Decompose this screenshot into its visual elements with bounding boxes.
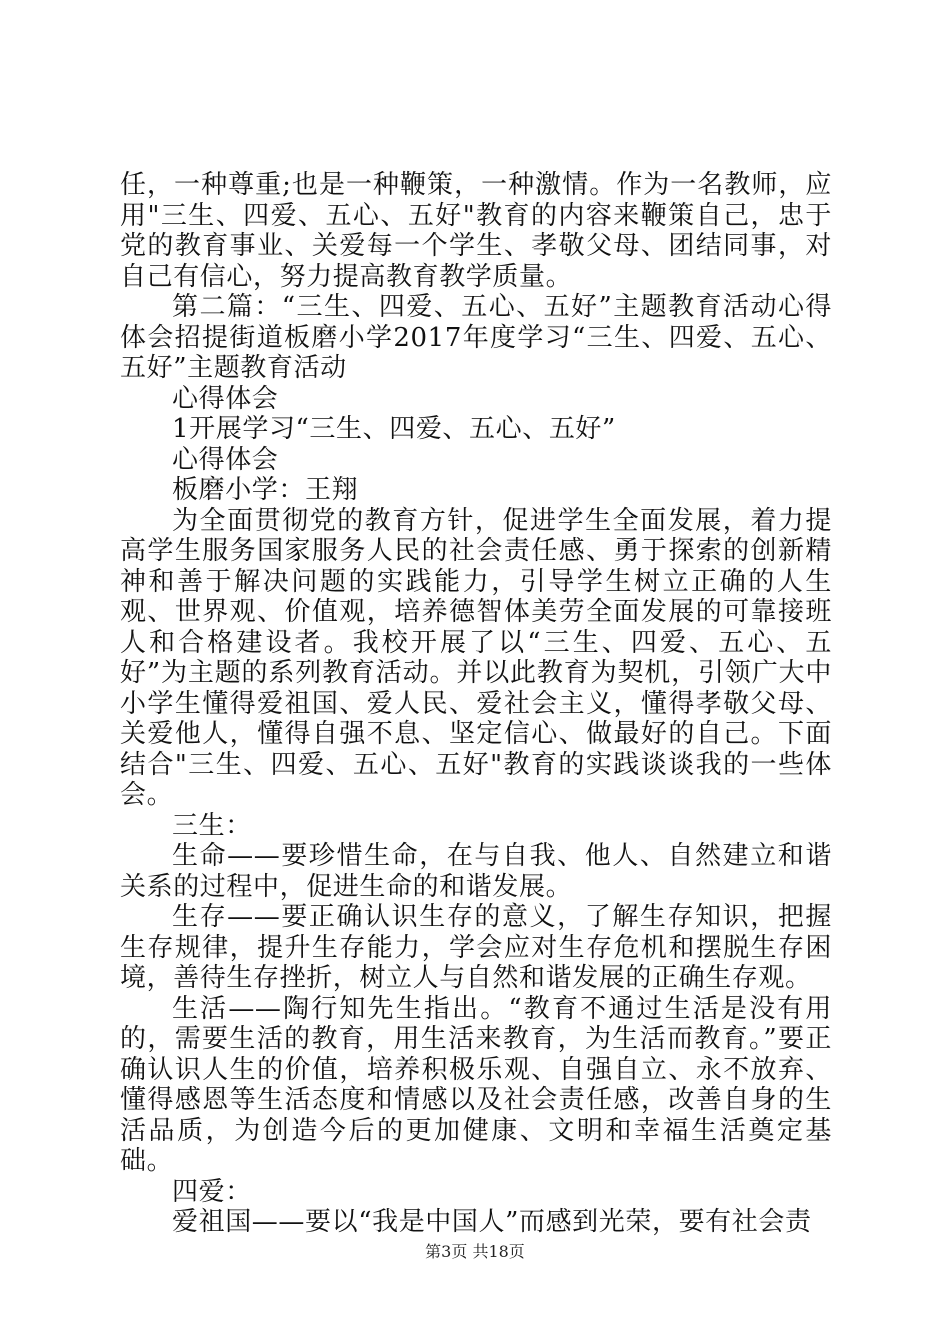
paragraph-shengming: 生命——要珍惜生命，在与自我、他人、自然建立和谐关系的过程中，促进生命的和谐发展。 [120,841,832,902]
paragraph-shenghuo: 生活——陶行知先生指出。“教育不通过生活是没有用的，需要生活的教育，用生活来教育，为生活而教育。”要正确认识人生的价值，培养积极乐观、自强自立、永不放弃、懂得感恩等生活态度和情感以及社会责任感，改善自身的生活品质，为创造今后的更加健康、文明和幸福生活奠定基础。 [120,993,832,1176]
paragraph-intro: 为全面贯彻党的教育方针，促进学生全面发展，着力提高学生服务国家服务人民的社会责任感、勇于探索的创新精神和善于解决问题的实践能力，引导学生树立正确的人生观、世界观、价值观，培养德智体美劳全面发展的可靠接班人和合格建设者。我校开展了以“三生、四爱、五心、五好”为主题的系列教育活动。并以此教育为契机，引领广大中小学生懂得爱祖国、爱人民、爱社会主义，懂得孝敬父母、关爱他人，懂得自强不息、坚定信心、做最好的自己。下面结合"三生、四爱、五心、五好"教育的实践谈谈我的一些体会。 [120,505,832,810]
paragraph-ai-zuguo: 爱祖国——要以“我是中国人”而感到光荣，要有社会责 [172,1207,812,1237]
paragraph-heading-xinde-2: 心得体会 [172,444,279,475]
paragraph-continuation: 任，一种尊重;也是一种鞭策，一种激情。作为一名教师，应用"三生、四爱、五心、五好"教育的内容来鞭策自己，忠于党的教育事业、关爱每一个学生、孝敬父母、团结同事，对自己有信心，努力提高教育教学质量。 [120,170,832,292]
paragraph-siai-heading: 四爱： [172,1176,252,1207]
paragraph-heading-xinde: 心得体会 [172,383,279,414]
paragraph-shengcun: 生存——要正确认识生存的意义，了解生存知识，把握生存规律，提升生存能力，学会应对生存危机和摆脱生存困境，善待生存挫折，树立人与自然和谐发展的正确生存观。 [120,902,832,993]
paragraph-sansheng-heading: 三生： [172,810,252,841]
page-footer: 第3页 共18页 [425,1242,525,1261]
paragraph-article-two-title: 第二篇：“三生、四爱、五心、五好”主题教育活动心得体会招提街道板磨小学2017年度学习“三生、四爱、五心、五好”主题教育活动 [120,292,832,383]
paragraph-heading-study: 1开展学习“三生、四爱、五心、五好” [172,414,616,444]
document-body [120,170,832,1238]
paragraph-author: 板磨小学：王翔 [172,475,359,505]
